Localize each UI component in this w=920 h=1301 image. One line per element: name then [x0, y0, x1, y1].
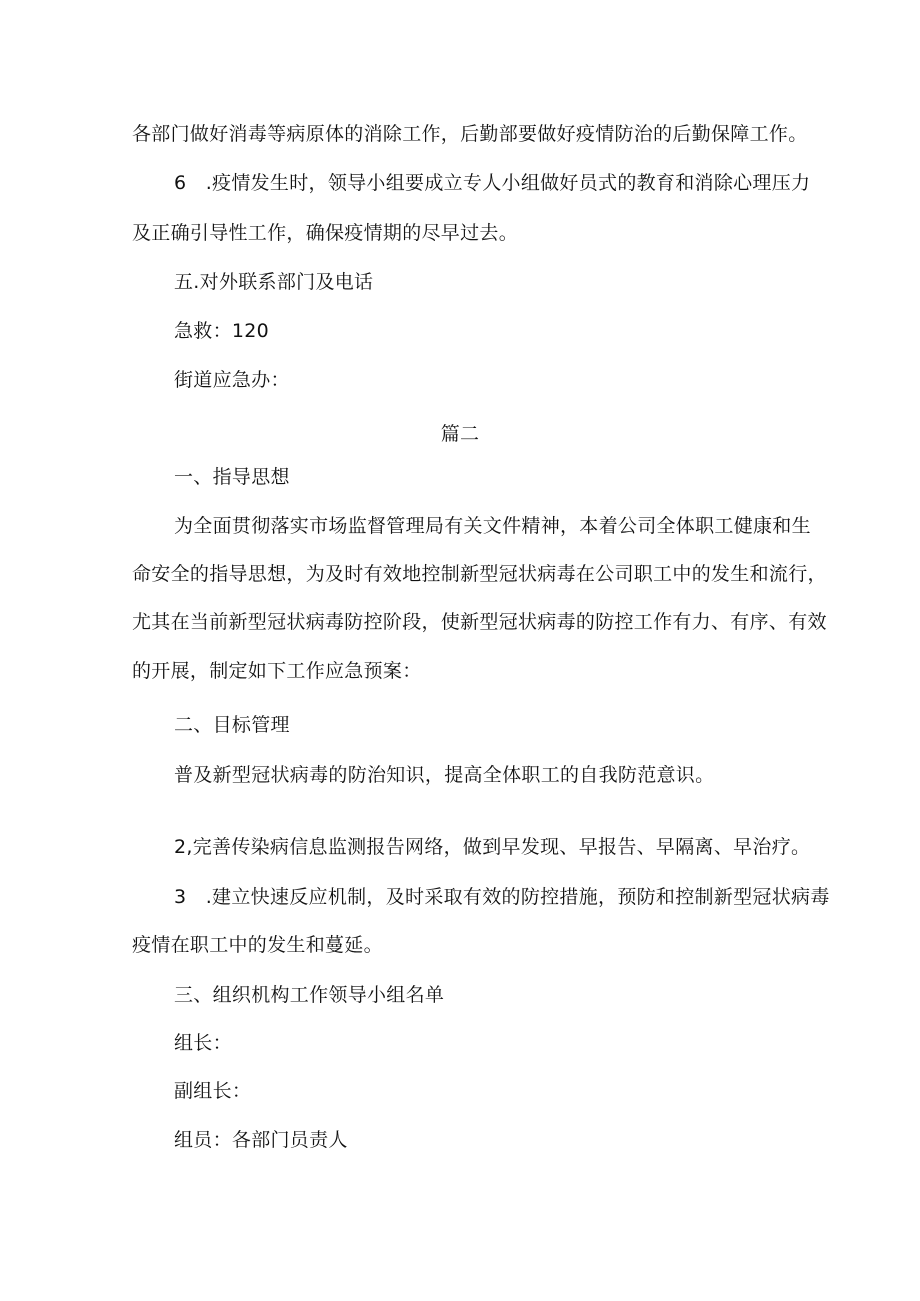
paragraph-line: 为全面贯彻落实市场监督管理局有关文件精神，本着公司全体职工健康和生	[174, 515, 811, 537]
part-title: 篇二	[440, 423, 480, 445]
paragraph-line: 普及新型冠状病毒的防治知识，提高全体职工的自我防范意识。	[174, 764, 715, 786]
contact-street-office: 街道应急办：	[174, 369, 290, 391]
numbered-item-2: 2,完善传染病信息监测报告网络，做到早发现、早报告、早隔离、早治疗。	[174, 836, 811, 858]
section-heading-contacts: 五.对外联系部门及电话	[174, 271, 374, 293]
members-line: 组员：各部门员责人	[174, 1129, 348, 1151]
paragraph-line: 疫情在职工中的发生和蔓延。	[132, 934, 383, 956]
paragraph-line: 及正确引导性工作，确保疫情期的尽早过去。	[132, 222, 519, 244]
paragraph-line: 的开展，制定如下工作应急预案：	[132, 660, 422, 682]
paragraph-line: 各部门做好消毒等病原体的消除工作，后勤部要做好疫情防治的后勤保障工作。	[132, 123, 808, 145]
deputy-leader-line: 副组长：	[174, 1080, 252, 1102]
contact-emergency: 急救：120	[174, 320, 270, 342]
section-heading-organization: 三、组织机构工作领导小组名单	[174, 984, 445, 1006]
section-heading-target-management: 二、目标管理	[174, 714, 290, 736]
numbered-item-3: 3 .建立快速反应机制，及时采取有效的防控措施，预防和控制新型冠状病毒	[174, 886, 830, 908]
team-leader-line: 组长：	[174, 1032, 232, 1054]
paragraph-line: 尤其在当前新型冠状病毒防控阶段，使新型冠状病毒的防控工作有力、有序、有效	[132, 611, 827, 633]
paragraph-line: 命安全的指导思想，为及时有效地控制新型冠状病毒在公司职工中的发生和流行，	[132, 563, 827, 585]
section-heading-guiding-ideology: 一、指导思想	[174, 466, 290, 488]
numbered-item-6: 6 .疫情发生时，领导小组要成立专人小组做好员式的教育和消除心理压力	[174, 172, 811, 194]
